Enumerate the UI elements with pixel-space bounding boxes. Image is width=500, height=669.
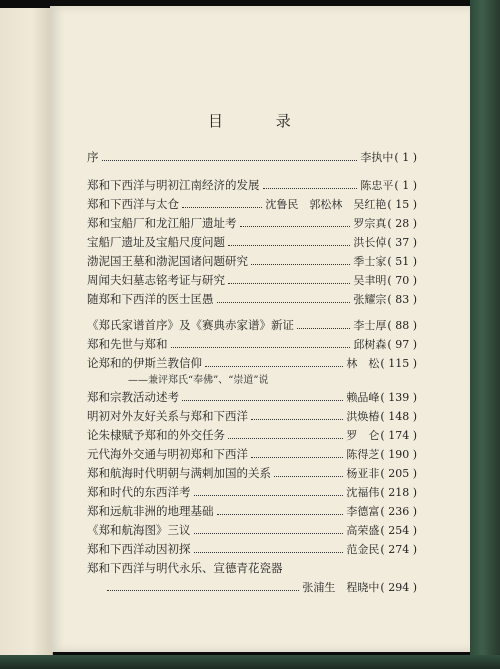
toc-entry[interactable] bbox=[87, 233, 417, 251]
leader-dots bbox=[182, 207, 262, 208]
book-cover-edge bbox=[470, 0, 500, 669]
toc-entry[interactable] bbox=[87, 407, 417, 425]
entry-title: 郑和下西洋与明代永乐、宣德青花瓷器 bbox=[87, 561, 283, 575]
entry-title: 郑和远航非洲的地理基础 bbox=[87, 504, 214, 518]
entry-author: 张耀宗 bbox=[353, 293, 387, 306]
entry-page: ( 1 ) bbox=[394, 178, 417, 192]
leader-dots bbox=[251, 457, 343, 458]
entry-author: 陈得芝 bbox=[346, 448, 380, 461]
facing-page-edge bbox=[0, 8, 53, 656]
toc-entry[interactable] bbox=[87, 195, 417, 213]
entry-title: 元代海外交通与明初郑和下西洋 bbox=[87, 447, 248, 461]
toc-entry[interactable] bbox=[87, 388, 417, 406]
entry-page: ( 294 ) bbox=[380, 580, 417, 594]
entry-page: ( 148 ) bbox=[380, 409, 417, 423]
entry-title: 论朱棣赋予郑和的外交任务 bbox=[87, 428, 225, 442]
entry-page: ( 1 ) bbox=[394, 150, 417, 164]
leader-dots bbox=[217, 302, 351, 303]
leader-dots bbox=[194, 552, 344, 553]
entry-author: 罗 仑 bbox=[346, 429, 380, 442]
leader-dots bbox=[107, 590, 299, 591]
entry-page: ( 115 ) bbox=[380, 356, 417, 370]
leader-dots bbox=[263, 188, 358, 189]
leader-dots bbox=[240, 226, 351, 227]
entry-author: 高荣盛 bbox=[346, 524, 380, 537]
entry-title: 郑和下西洋与明初江南经济的发展 bbox=[87, 178, 260, 192]
toc-heading: 目 录 bbox=[208, 112, 315, 130]
entry-page: ( 190 ) bbox=[380, 447, 417, 461]
leader-dots bbox=[274, 476, 343, 477]
leader-dots bbox=[194, 533, 344, 534]
entry-page: ( 51 ) bbox=[387, 254, 417, 268]
toc-last-entry-title[interactable] bbox=[87, 559, 417, 577]
entry-page: ( 70 ) bbox=[387, 273, 417, 287]
leader-dots bbox=[297, 328, 350, 329]
entry-title: 宝船厂遗址及宝船尺度问题 bbox=[87, 235, 225, 249]
toc-entry[interactable] bbox=[87, 464, 417, 482]
entry-title: 《郑和航海图》三议 bbox=[87, 523, 191, 537]
entry-title: 渤泥国王墓和渤泥国诸问题研究 bbox=[87, 254, 248, 268]
entry-author: 罗宗真 bbox=[353, 217, 387, 230]
entry-page: ( 139 ) bbox=[380, 390, 417, 404]
entry-page: ( 88 ) bbox=[387, 318, 417, 332]
entry-title: 郑和先世与郑和 bbox=[87, 337, 168, 351]
entry-author: 赖品峰 bbox=[346, 391, 380, 404]
entry-page: ( 205 ) bbox=[380, 466, 417, 480]
leader-dots bbox=[217, 514, 344, 515]
entry-title: 周闻夫妇墓志铭考证与研究 bbox=[87, 273, 225, 287]
entry-title: 郑和宝船厂和龙江船厂遗址考 bbox=[87, 216, 237, 230]
entry-page: ( 15 ) bbox=[387, 197, 417, 211]
entry-author: 洪长倬 bbox=[353, 236, 387, 249]
entry-title: 郑和下西洋动因初探 bbox=[87, 542, 191, 556]
entry-page: ( 28 ) bbox=[387, 216, 417, 230]
entry-author: 李德富 bbox=[346, 505, 380, 518]
entry-author: 林 松 bbox=[346, 357, 380, 370]
entry-author: 张浦生 程晓中 bbox=[302, 581, 380, 594]
toc-entry[interactable] bbox=[87, 502, 417, 520]
leader-dots bbox=[205, 366, 343, 367]
entry-title: 郑和时代的东西洋考 bbox=[87, 485, 191, 499]
entry-page: ( 254 ) bbox=[380, 523, 417, 537]
toc-entry[interactable] bbox=[87, 252, 417, 270]
toc-entry[interactable] bbox=[87, 316, 417, 334]
entry-title: 论郑和的伊斯兰教信仰 bbox=[87, 356, 202, 370]
toc-entry[interactable] bbox=[87, 540, 417, 558]
book-cover-bottom bbox=[0, 655, 500, 669]
leader-dots bbox=[194, 495, 344, 496]
toc-preface[interactable] bbox=[87, 148, 417, 166]
toc-entry[interactable] bbox=[87, 354, 417, 372]
entry-page: ( 236 ) bbox=[380, 504, 417, 518]
entry-page: ( 274 ) bbox=[380, 542, 417, 556]
entry-title: 郑和航海时代明朝与满剌加国的关系 bbox=[87, 466, 271, 480]
entry-title: 明初对外友好关系与郑和下西洋 bbox=[87, 409, 248, 423]
entry-author: 季士家 bbox=[353, 255, 387, 268]
toc-entry[interactable] bbox=[87, 214, 417, 232]
entry-page: ( 97 ) bbox=[387, 337, 417, 351]
leader-dots bbox=[251, 264, 350, 265]
leader-dots bbox=[251, 419, 343, 420]
entry-title: 《郑氏家谱首序》及《赛典赤家谱》新证 bbox=[87, 318, 294, 332]
entry-page: ( 218 ) bbox=[380, 485, 417, 499]
entry-author: 李士厚 bbox=[353, 319, 387, 332]
entry-title: 郑和宗教活动述考 bbox=[87, 390, 179, 404]
entry-author: 沈鲁民 郭松林 吴红艳 bbox=[265, 198, 387, 211]
toc-subtitle-note: ——兼评郑氏“奉佛”、“崇道”说 bbox=[128, 375, 269, 386]
entry-author: 邱树森 bbox=[353, 338, 387, 351]
entry-author: 李执中 bbox=[360, 151, 394, 164]
leader-dots bbox=[228, 438, 343, 439]
toc-entry[interactable] bbox=[87, 445, 417, 463]
leader-dots bbox=[228, 245, 350, 246]
toc-entry[interactable] bbox=[87, 521, 417, 539]
entry-page: ( 174 ) bbox=[380, 428, 417, 442]
entry-author: 洪焕椿 bbox=[346, 410, 380, 423]
toc-entry[interactable] bbox=[87, 426, 417, 444]
entry-page: ( 37 ) bbox=[387, 235, 417, 249]
entry-author: 吴聿明 bbox=[353, 274, 387, 287]
leader-dots bbox=[182, 400, 343, 401]
entry-page: ( 83 ) bbox=[387, 292, 417, 306]
entry-author: 杨亚非 bbox=[346, 467, 380, 480]
leader-dots bbox=[171, 347, 351, 348]
toc-entry[interactable] bbox=[87, 176, 417, 194]
entry-title: 序 bbox=[87, 150, 99, 164]
toc-entry[interactable] bbox=[87, 483, 417, 501]
entry-author: 沈福伟 bbox=[346, 486, 380, 499]
leader-dots bbox=[102, 160, 358, 161]
toc-entry[interactable] bbox=[87, 271, 417, 289]
entry-title: 随郑和下西洋的医士匡愚 bbox=[87, 292, 214, 306]
toc-entry[interactable] bbox=[87, 290, 417, 308]
entry-title: 郑和下西洋与太仓 bbox=[87, 197, 179, 211]
entry-author: 陈忠平 bbox=[360, 179, 394, 192]
toc-last-entry-byline[interactable] bbox=[87, 578, 417, 596]
toc-entry[interactable] bbox=[87, 335, 417, 353]
entry-author: 范金民 bbox=[346, 543, 380, 556]
leader-dots bbox=[228, 283, 350, 284]
